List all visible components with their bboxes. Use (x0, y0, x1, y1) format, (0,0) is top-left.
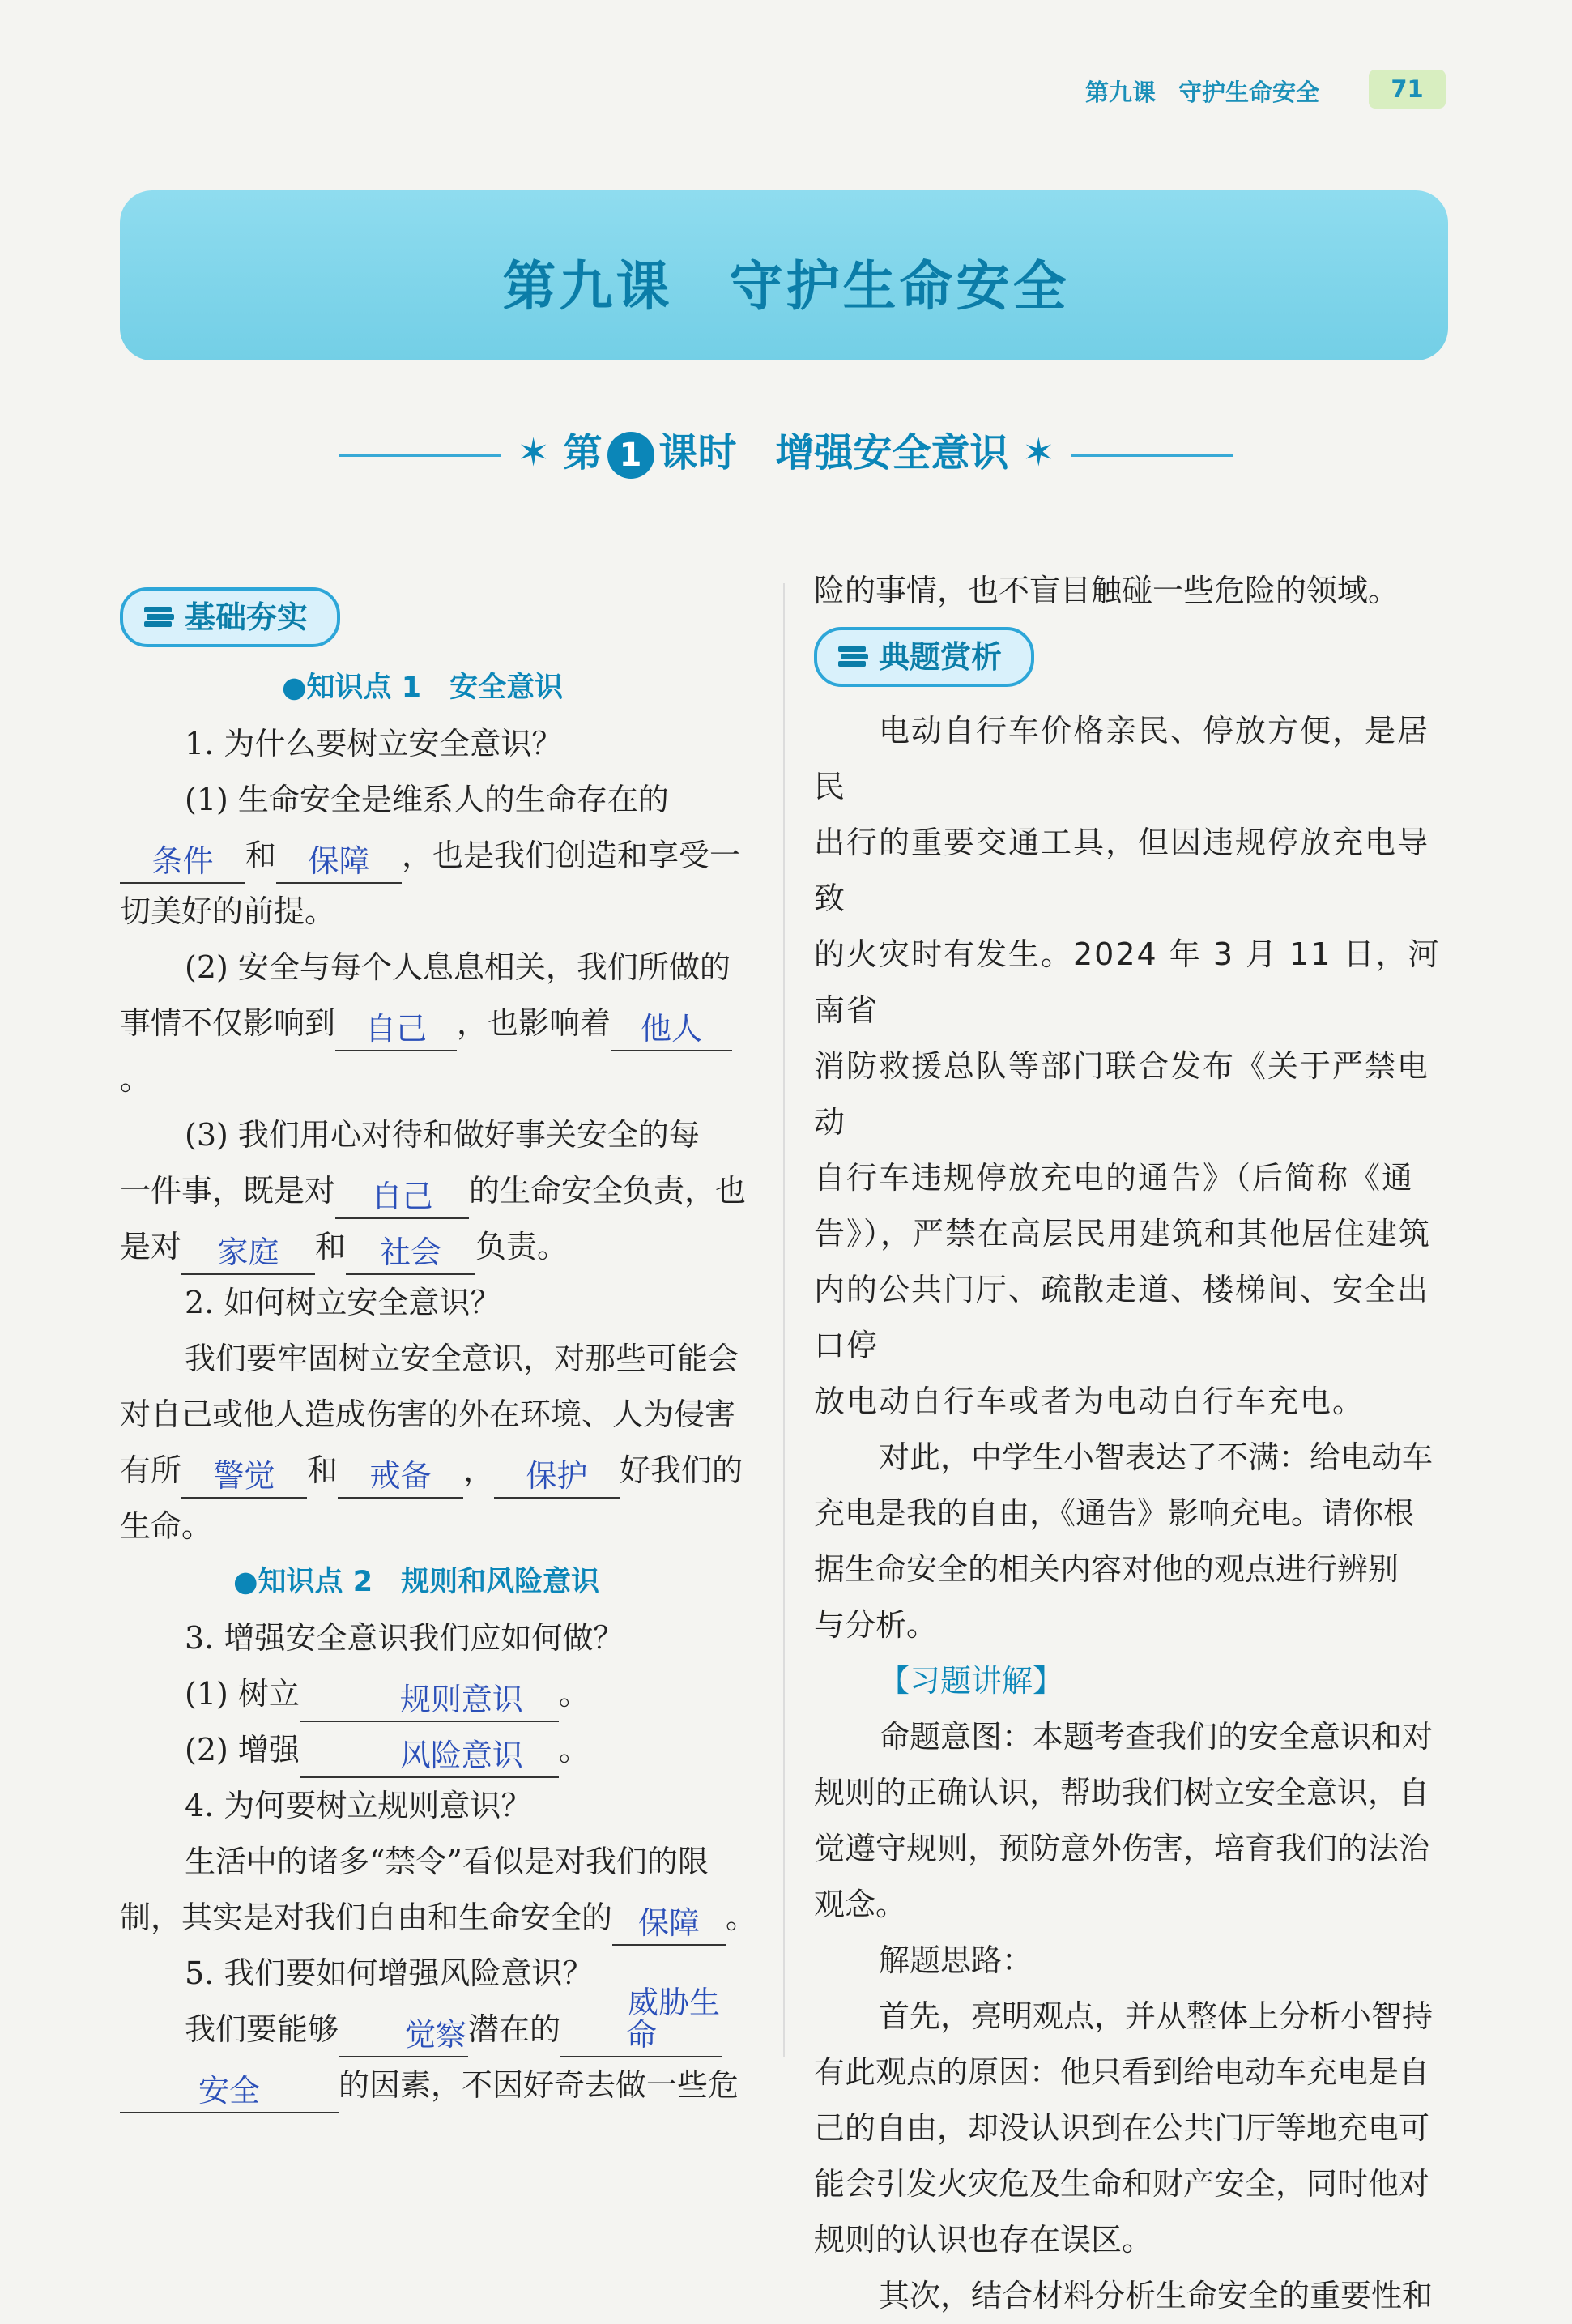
question-3: 3. 增强安全意识我们应如何做？ (185, 1620, 624, 1656)
divider-left (339, 454, 501, 457)
case-line: 放电动自行车或者为电动自行车充电。 (814, 1384, 1365, 1419)
case-line: 消防救援总队等部门联合发布《关于严禁电动 (814, 1048, 1430, 1140)
q1-c-line1: (3) 我们用心对待和做好事关安全的每 (185, 1117, 700, 1153)
question-5: 5. 我们要如何增强风险意识？ (185, 1955, 594, 1991)
question-1: 1. 为什么要树立安全意识？ (185, 726, 563, 761)
blank-safeguard: 保障 (612, 1902, 726, 1946)
blank-rule-awareness: 规则意识 (300, 1678, 559, 1722)
q1-c-line2: 一件事，既是对 自己 的生命安全负责，也 (120, 1163, 760, 1219)
blank-others: 他人 (611, 1008, 732, 1051)
subtitle-post: 课时 增强安全意识 (658, 430, 1009, 475)
case-line: 出行的重要交通工具，但因违规停放充电导致 (814, 825, 1430, 916)
left-column (120, 587, 760, 2113)
knowledge-point-2: ●知识点 2 规则和风险意识 (233, 1566, 600, 1598)
q3-line2: (2) 增强 风险意识 。 (120, 1722, 760, 1778)
books-icon (837, 645, 869, 669)
blank-guarantee: 保障 (276, 840, 402, 884)
case-material (814, 703, 1454, 1430)
column-divider (783, 583, 785, 2057)
q1-a-line1: (1) 生命安全是维系人的生命存在的 (185, 782, 669, 817)
page-number: 71 (1369, 70, 1446, 109)
case-line: 电动自行车价格亲民、停放方便，是居民 (814, 713, 1430, 804)
first-line: 有此观点的原因：他只看到给电动车充电是自 (814, 2054, 1430, 2090)
section-badge-basics (120, 587, 340, 647)
q2-line2: 对自己或他人造成伤害的外在环境、人为侵害 (120, 1397, 736, 1432)
intent-line: 命题意图：本题考查我们的安全意识和对 (879, 1719, 1434, 1755)
q2-line1: 我们要牢固树立安全意识，对那些可能会 (185, 1341, 739, 1376)
q1-b-line2: 事情不仅影响到 自己 ，也影响着 他人 。 (120, 996, 760, 1107)
first-line: 首先，亮明观点，并从整体上分析小智持 (879, 1998, 1434, 2034)
question-line: 与分析。 (814, 1607, 938, 1643)
section-badge-examples (814, 627, 1034, 687)
blank-self-2: 自己 (335, 1175, 469, 1219)
second-line: 其次，结合材料分析生命安全的重要性和 (879, 2278, 1434, 2313)
period-number: 1 (607, 432, 654, 479)
q4-line2: 制，其实是对我们自由和生命安全的 保障 。 (120, 1890, 760, 1946)
knowledge-point-1: ●知识点 1 安全意识 (282, 672, 564, 704)
blank-guard: 戒备 (338, 1455, 463, 1499)
q1-c-line3: 是对 家庭 和 社会 负责。 (120, 1219, 760, 1275)
case-line: 自行车违规停放充电的通告》（后简称《通 (814, 1160, 1415, 1196)
right-column (814, 563, 1454, 2324)
divider-right (1071, 454, 1233, 457)
blank-alert: 警觉 (181, 1455, 307, 1499)
first-line: 能会引发火灾危及生命和财产安全，同时他对 (814, 2166, 1430, 2202)
q1-b-line1: (2) 安全与每个人息息相关，我们所做的 (185, 949, 731, 985)
q4-line1: 生活中的诸多“禁令”看似是对我们的限 (185, 1844, 709, 1879)
blank-perceive: 觉察 (339, 2014, 468, 2057)
question-2: 2. 如何树立安全意识？ (185, 1285, 501, 1320)
first-line: 规则的认识也存在误区。 (814, 2222, 1153, 2258)
section-subtitle: ✶ 第 1 课时 增强安全意识 ✶ (0, 421, 1572, 479)
case-line: 的火灾时有发生。2024 年 3 月 11 日，河南省 (814, 936, 1441, 1028)
thinking-label: 解题思路： (879, 1942, 1033, 1978)
blank-society: 社会 (346, 1231, 475, 1275)
q3-line1: (1) 树立 规则意识 。 (120, 1666, 760, 1722)
blank-risk-awareness: 风险意识 (300, 1734, 559, 1778)
case-line: 内的公共门厅、疏散走道、楼梯间、安全出口停 (814, 1272, 1430, 1363)
blank-family: 家庭 (181, 1231, 315, 1275)
running-header (1085, 75, 1342, 108)
intent-line: 觉遵守规则，预防意外伤害，培育我们的法治 (814, 1831, 1430, 1866)
q1-a-line2: 条件 和 保障 ，也是我们创造和享受一 (120, 828, 760, 884)
lesson-title: 第九课 守护生命安全 (502, 254, 1070, 318)
first-line: 己的自由，却没认识到在公共门厅等地充电可 (814, 2110, 1430, 2146)
subtitle-pre: 第 (563, 430, 603, 475)
badge-label: 典题赏析 (879, 639, 1003, 675)
q2-line3: 有所 警觉 和 戒备 ， 保护 好我们的 (120, 1443, 760, 1499)
q1-a-line3: 切美好的前提。 (120, 893, 336, 929)
question-line: 充电是我的自由，《通告》影响充电。请你根 (814, 1495, 1415, 1531)
question-4: 4. 为何要树立规则意识？ (185, 1788, 532, 1823)
q5-line1: 我们要能够 觉察 潜在的 威胁生命 (120, 2002, 760, 2057)
explanation-tag: 【习题讲解】 (879, 1663, 1064, 1699)
continued-line: 险的事情，也不盲目触碰一些危险的领域。 (814, 573, 1399, 608)
books-icon (143, 605, 175, 629)
blank-condition: 条件 (120, 840, 245, 884)
header-lesson: 第九课 (1085, 79, 1157, 106)
case-line: 告》），严禁在高层民用建筑和其他居住建筑 (814, 1216, 1432, 1252)
blank-safety: 安全 (120, 2070, 339, 2113)
q2-line4: 生命。 (120, 1508, 213, 1544)
intent-line: 规则的正确认识，帮助我们树立安全意识，自 (814, 1775, 1430, 1810)
header-topic: 守护生命安全 (1178, 79, 1320, 106)
blank-threat: 威胁生命 (560, 2014, 722, 2057)
blank-protect: 保护 (494, 1455, 620, 1499)
q5-line2: 安全 的因素，不因好奇去做一些危 (120, 2057, 760, 2113)
intent-line: 观念。 (814, 1887, 907, 1922)
badge-label: 基础夯实 (185, 599, 309, 635)
question-line: 据生命安全的相关内容对他的观点进行辨别 (814, 1551, 1399, 1587)
blank-self-1: 自己 (335, 1008, 457, 1051)
question-line: 对此，中学生小智表达了不满：给电动车 (879, 1439, 1434, 1475)
